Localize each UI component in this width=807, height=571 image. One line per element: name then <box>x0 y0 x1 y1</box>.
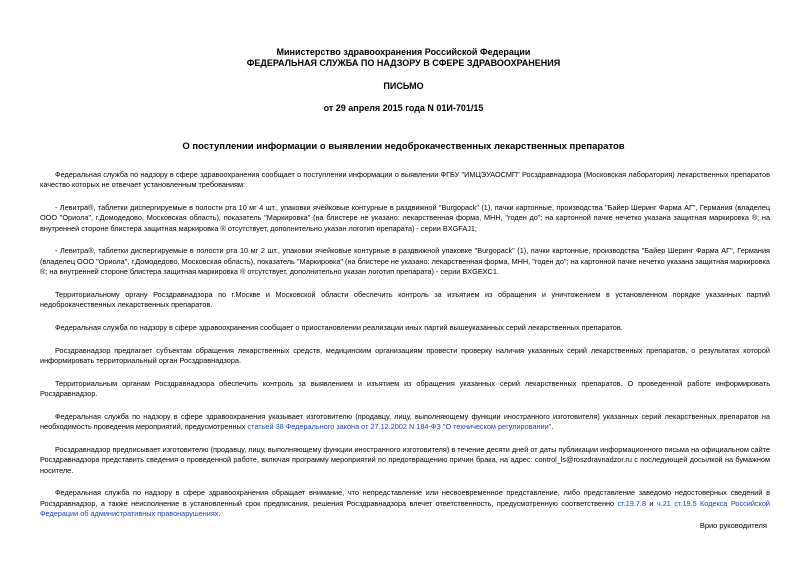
ministry-name: Министерство здравоохранения Российской Федерации <box>276 47 531 57</box>
document-body <box>40 170 770 532</box>
paragraph-text: Федеральная служба по надзору в сфере здравоохранения обращает внимание, что непредставление или несвоевременное представление, либо представление заведомо недостоверных сведений в Росздравнадзор, а также неисполнение в установленный срок предписания, решения Росздравнадзора влечет ответственность, предусмотренную соответственно <box>40 488 770 508</box>
paragraph-manufacturer-measures <box>40 412 770 433</box>
paragraph-text: . <box>551 422 554 432</box>
paragraph-liability <box>40 488 770 519</box>
paragraph-prescription: Росздравнадзор предписывает изготовителю (продавцу, лицу, выполняющему функции иностранного изготовителя) в течение десяти дней от даты публикации информационного письма на официальном сайте Росздравнадзора представить сведения о проведенной работе, включая программу мероприятий по предотвращению причин брака, на адрес: control_ls@roszdravnadzor.ru с последующей досылкой на бумажном носителе. <box>40 445 770 475</box>
service-name: ФЕДЕРАЛЬНАЯ СЛУЖБА ПО НАДЗОРУ В СФЕРЕ ЗДРАВООХРАНЕНИЯ <box>246 58 561 68</box>
paragraph-territorial-moscow: Территориальному органу Росздравнадзора по г.Москве и Московской области обеспечить контроль за изъятием из обращения и уничтожением в установленном порядке указанных партий недоброкачественных лекарственных препаратов. <box>40 289 770 310</box>
document-type: ПИСЬМО <box>383 81 424 91</box>
document-date-number: от 29 апреля 2015 года N 01И-701/15 <box>323 103 484 113</box>
paragraph-text: и <box>646 498 657 508</box>
paragraph-suspension: Федеральная служба по надзору в сфере здравоохранения сообщает о приостановлении реализации иных партий вышеуказанных серий лекарственных препаратов. <box>55 322 623 332</box>
paragraph-item-1: - Левитра®, таблетки диспергируемые в полости рта 10 мг 4 шт., упаковки ячейковые контурные в раздвижной "Burgopack" (1), пачки картонные, производства "Байер Шеринг Фарма АГ", Германия (владелец ООО "Ориола", г.Домодедово, Московская область), показатель "Маркировка" (на блистере не указано: лекарственная форма, МНН, "годен до"; на картонной пачке нечетко указана защитная маркировка ®; на внутренней стороне блистера защитная маркировка ® отсутствует, дополнительно указан логотип препарата) - серии BXGFAJ1; <box>40 203 770 233</box>
paragraph-text: . <box>218 509 221 519</box>
paragraph-text: Федеральная служба по надзору в сфере здравоохранения указывает изготовителю (продавцу, лицу, выполняющему функции иностранного изготовителя) указанных серий лекарственных препаратов на необходимость проведения мероприятий, предусмотренных <box>40 411 770 432</box>
signature: Врио руководителя <box>699 521 767 530</box>
paragraph-check-proposal: Росздравнадзор предлагает субъектам обращения лекарственных средств, медицинским организациям провести проверку наличия указанных серий лекарственных препаратов, о результатах которой информировать территориальный орган Росздравнадзора. <box>40 345 770 366</box>
paragraph-item-2: - Левитра®, таблетки диспергируемые в полости рта 10 мг 2 шт., упаковки ячейковые контурные в раздвижной упаковке "Burgopack" (1), пачки картонные, производства "Байер Шеринг Фарма АГ", Германия (владелец ООО "Ориола", г.Домодедово, Московская область), показатель "Маркировка" (на блистере не указано: лекарственная форма, МНН, "годен до"; на картонной пачке нечетко указана защитная маркировка ®; на внутренней стороне блистера защитная маркировка ® отсутствует, дополнительно указан логотип препарата) - серии BXGEXC1. <box>40 246 770 277</box>
document-title: О поступлении информации о выявлении недоброкачественных лекарственных препаратов <box>182 141 625 152</box>
paragraph-intro: Федеральная служба по надзору в сфере здравоохранения сообщает о поступлении информации о выявлении ФГБУ "ИМЦЭУАОСМП" Росздравнадзора (Московская лаборатория) лекарственных препаратов качество которых не отвечает установленным требованиям: <box>40 170 770 190</box>
article-19-7-8-link[interactable]: ст.19.7.8 <box>617 498 647 508</box>
paragraph-territorial-control: Территориальным органам Росздравнадзора обеспечить контроль за выявлением и изъятием из обращения указанных серий лекарственных препаратов. О проведенной работе информировать Росздравнадзор. <box>40 378 770 399</box>
article-19-5-koap-link[interactable]: ч.21 ст.19.5 Кодекса Российской Федерации об административных правонарушениях <box>40 498 770 519</box>
law-184-link[interactable]: статьей 38 Федерального закона от 27.12.2002 N 184-ФЗ "О техническом регулировании" <box>247 422 552 432</box>
